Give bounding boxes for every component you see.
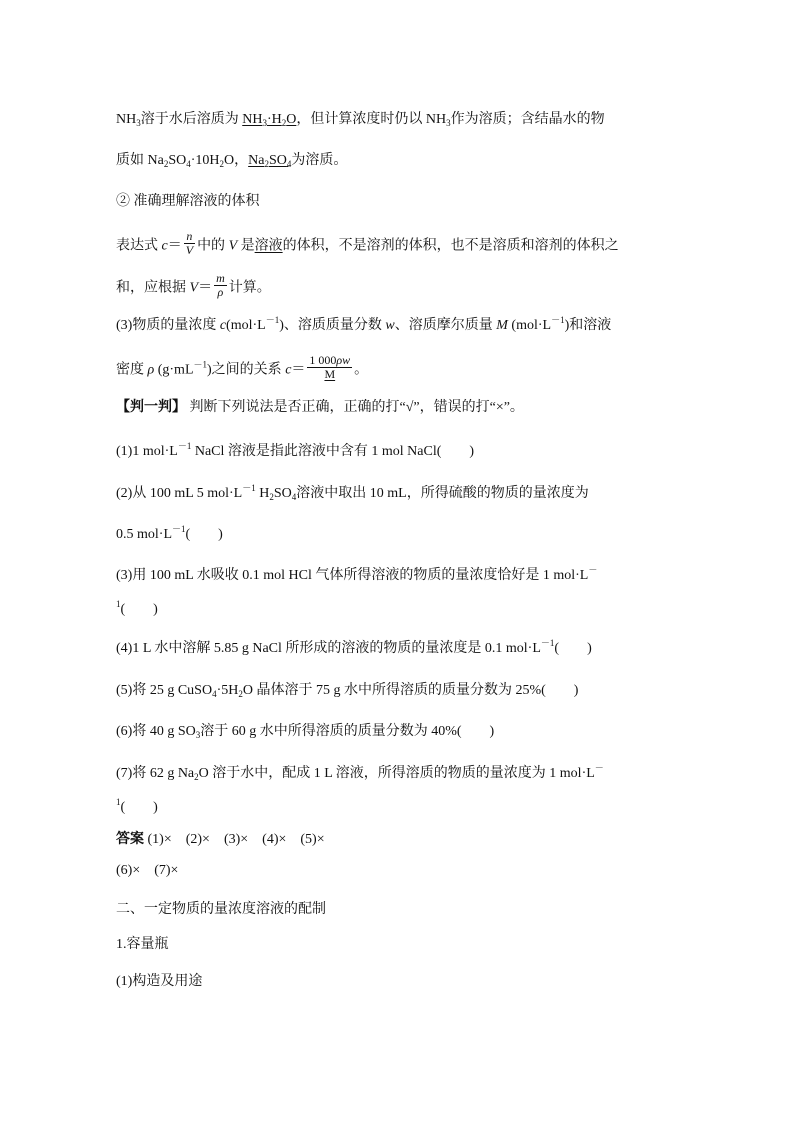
text-line-3: ② 准确理解溶液的体积	[116, 194, 260, 209]
answer-line-1: 答案 (1)× (2)× (3)× (4)× (5)×	[116, 832, 325, 847]
question-7-cont: $^1$( )	[116, 797, 158, 815]
underlined-nh3-h2o: $NH_3\cdot H_2O$	[242, 112, 297, 128]
underlined-na2so4: $Na_2SO_4$	[248, 153, 292, 169]
text-line-2: 质如 $Na_2SO_4\cdot 10H_2O$，$Na_2SO_4$为溶质。	[116, 153, 348, 169]
fraction-concentration-formula: $\frac{1 000\rho w}{M}$	[309, 353, 351, 381]
answer-line-2: (6)× (7)×	[116, 863, 179, 878]
text-line-8: 【判一判】 判断下列说法是否正确，正确的打“√”，错误的打“×”。	[116, 400, 524, 415]
question-2: (2)从 100 mL 5 $mol\cdot L^{-1}$ $H_2SO_4$溶液中取出 10 mL，所得硫酸的物质的量浓度为	[116, 483, 589, 502]
question-4: (4)1 L 水中溶解 5.85 g NaCl 所形成的溶液的物质的量浓度是 0.1 $mol\cdot L^{-1}$( )	[116, 638, 592, 656]
text-line-1: $NH_3$溶于水后溶质为 $NH_3\cdot H_2O$，但计算浓度时仍以 $NH_3$作为溶质；含结晶水的物	[116, 112, 605, 128]
section-heading: 二、一定物质的量浓度溶液的配制	[116, 902, 326, 917]
question-6: (6)将 40 g $SO_3$溶于 60 g 水中所得溶质的质量分数为 40%( )	[116, 724, 495, 740]
text-line-5: 和，应根据 V＝ $\frac{m}{\rho}$ 计算。	[116, 271, 271, 299]
text-line-7: 密度 ρ $(g\cdot mL^{-1})$之间的关系 c＝ $\frac{1 000\rho w}{M}$ 。	[116, 353, 369, 381]
answer-label: 答案	[116, 832, 144, 847]
subsection-heading: 1.容量瓶	[116, 937, 169, 952]
question-3: (3)用 100 mL 水吸收 0.1 mol HCl 气体所得溶液的物质的量浓度恰好是 1 mol·L－	[116, 565, 598, 583]
text-line-6: (3)物质的量浓度 $c(mol\cdot L^{-1})$、溶质质量分数 w、溶质摩尔质量 M $(mol\cdot L^{-1})$和溶液	[116, 315, 612, 333]
text-line-4: 表达式 c＝ $\frac{n}{V}$ 中的 V 是溶液的体积，不是溶剂的体积，也不是溶质和溶剂的体积之	[116, 229, 619, 257]
section-tag: 【判一判】	[116, 400, 186, 415]
question-2-cont: 0.5 $mol\cdot L^{-1}$( )	[116, 524, 223, 542]
fraction-m-over-rho: $\frac{m}{\rho}$	[216, 271, 225, 299]
question-7: (7)将 62 g $Na_2O$ 溶于水中，配成 1 L 溶液，所得溶质的物质的量浓度为 1 mol·L－	[116, 763, 604, 782]
sub-item-heading: (1)构造及用途	[116, 974, 203, 989]
question-5: (5)将 25 g $CuSO_4\cdot 5H_2O$ 晶体溶于 75 g 水中所得溶质的质量分数为 25%( )	[116, 683, 579, 699]
question-3-cont: $^1$( )	[116, 599, 158, 617]
fraction-n-over-v: $\frac{n}{V}$	[185, 229, 194, 257]
question-1: (1)1 $mol\cdot L^{-1}$ NaCl 溶液是指此溶液中含有 1 mol NaCl( )	[116, 441, 475, 459]
